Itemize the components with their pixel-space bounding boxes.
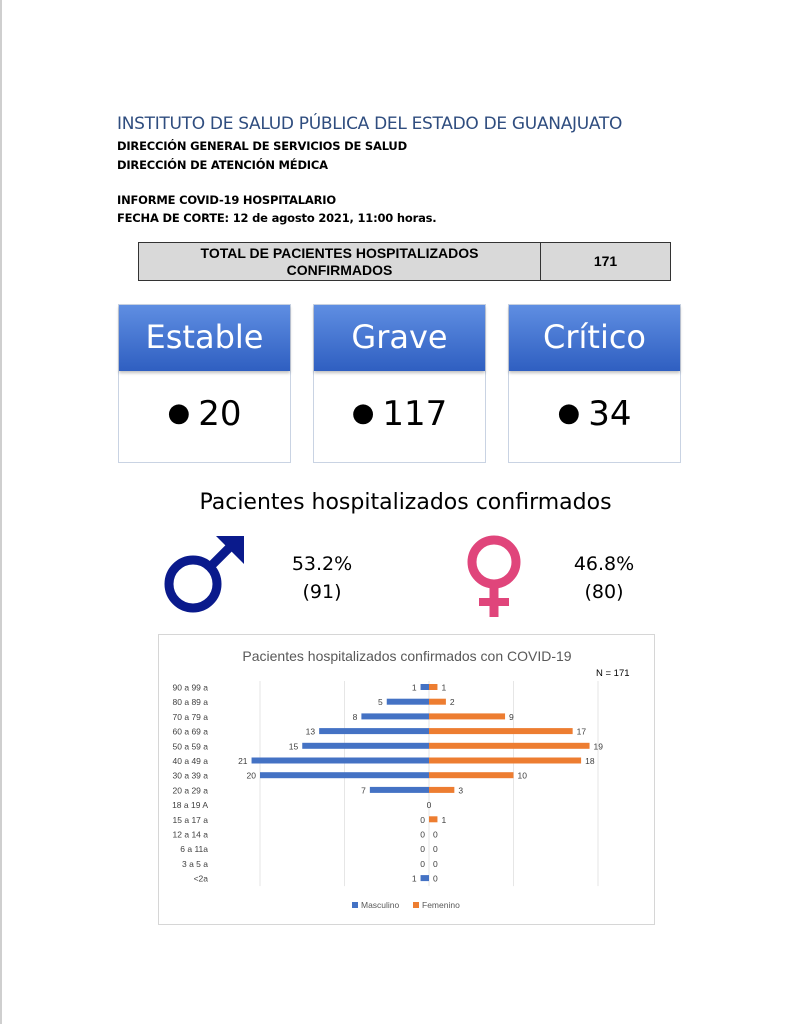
label-femenino: 18: [585, 756, 595, 766]
total-patients-box: [138, 242, 671, 281]
male-symbol-icon: [160, 532, 250, 617]
age-pyramid-svg: [159, 635, 656, 926]
female-symbol-icon: [463, 533, 525, 619]
bullet-icon: ●: [167, 398, 191, 428]
card-estable-body: [119, 371, 290, 456]
label-zero: 0: [426, 800, 432, 811]
category-label: 60 a 69 a: [172, 726, 208, 737]
category-label: 70 a 79 a: [172, 711, 208, 722]
label-masculino: 0: [420, 814, 425, 825]
category-label: 15 a 17 a: [172, 814, 208, 825]
label-masculino: 15: [288, 741, 299, 752]
label-femenino: 19: [593, 741, 604, 752]
bar-masculino: [387, 699, 429, 705]
label-femenino: 0: [433, 858, 438, 869]
label-masculino: 7: [361, 785, 366, 796]
card-estable-value: 20: [198, 394, 242, 434]
female-stats: [566, 550, 642, 606]
bar-femenino: [429, 816, 437, 822]
card-critico-title: Crítico: [509, 305, 680, 371]
category-label: 90 a 99 a: [172, 682, 208, 693]
category-label: 6 a 11a: [180, 844, 208, 855]
label-femenino: 0: [433, 873, 438, 884]
card-critico-body: [509, 371, 680, 456]
bar-masculino: [260, 772, 429, 778]
bar-femenino: [429, 787, 454, 793]
label-femenino: 1: [441, 682, 447, 693]
report-title: INFORME COVID-19 HOSPITALARIO: [117, 193, 336, 207]
category-label: <2a: [193, 873, 208, 884]
total-label-line-1: TOTAL DE PACIENTES HOSPITALIZADOS: [200, 245, 479, 261]
total-patients-value: 171: [593, 253, 618, 269]
card-critico-value: 34: [588, 394, 632, 434]
label-femenino: 3: [458, 785, 464, 796]
bar-masculino: [370, 787, 429, 793]
label-masculino: 8: [352, 711, 358, 722]
bar-femenino: [429, 699, 446, 705]
gender-section-title: Pacientes hospitalizados confirmados: [199, 490, 612, 515]
card-grave-value: 117: [382, 394, 448, 434]
header-line-2: DIRECCIÓN DE ATENCIÓN MÉDICA: [117, 158, 328, 172]
bar-femenino: [429, 713, 505, 719]
bar-masculino: [421, 875, 429, 881]
card-estable: [118, 304, 291, 463]
label-masculino: 13: [305, 726, 316, 737]
label-femenino: 10: [517, 770, 527, 781]
label-femenino: 17: [576, 726, 587, 737]
category-label: 20 a 29 a: [172, 785, 208, 796]
legend-swatch-femenino: [413, 902, 419, 908]
female-count: (80): [584, 581, 624, 603]
chart-title: Pacientes hospitalizados confirmados con COVID-19: [242, 648, 572, 664]
card-estable-title: Estable: [119, 305, 290, 371]
label-masculino: 0: [420, 858, 425, 869]
label-femenino: 0: [433, 844, 438, 855]
total-patients-label: [139, 243, 541, 280]
female-percent: 46.8%: [573, 553, 635, 575]
label-masculino: 1: [411, 873, 417, 884]
category-label: 30 a 39 a: [172, 770, 208, 781]
institute-title: INSTITUTO DE SALUD PÚBLICA DEL ESTADO DE GUANAJUATO: [117, 114, 623, 134]
label-femenino: 9: [509, 711, 514, 722]
bullet-icon: ●: [557, 398, 581, 428]
header-line-1: DIRECCIÓN GENERAL DE SERVICIOS DE SALUD: [117, 139, 407, 153]
label-masculino: 21: [238, 756, 248, 766]
legend-label-masculino: Masculino: [361, 900, 400, 910]
label-femenino: 1: [441, 814, 447, 825]
category-label: 50 a 59 a: [172, 741, 208, 752]
bar-masculino: [361, 713, 429, 719]
category-label: 3 a 5 a: [182, 858, 208, 869]
category-label: 40 a 49 a: [172, 756, 208, 766]
bar-masculino: [421, 684, 429, 690]
male-stats: [284, 550, 360, 606]
bar-femenino: [429, 743, 590, 749]
bar-masculino: [319, 728, 429, 734]
bar-femenino: [429, 728, 573, 734]
male-percent: 53.2%: [291, 553, 353, 575]
bar-femenino: [429, 772, 514, 778]
card-grave: [313, 304, 486, 463]
cutoff-date: FECHA DE CORTE: 12 de agosto 2021, 11:00 horas.: [117, 211, 437, 225]
category-label: 18 a 19 A: [172, 800, 208, 811]
card-critico: [508, 304, 681, 463]
label-femenino: 2: [449, 697, 455, 708]
bar-femenino: [429, 758, 581, 764]
male-count: (91): [302, 581, 342, 603]
age-pyramid-chart: [158, 634, 655, 925]
card-grave-body: [314, 371, 485, 456]
label-masculino: 1: [411, 682, 417, 693]
bullet-icon: ●: [351, 398, 375, 428]
legend-label-femenino: Femenino: [422, 900, 460, 910]
label-masculino: 20: [246, 770, 256, 781]
label-masculino: 0: [420, 844, 425, 855]
bar-masculino: [252, 758, 429, 764]
chart-note: N = 171: [596, 668, 630, 679]
total-label-line-2: CONFIRMADOS: [286, 262, 393, 278]
category-label: 80 a 89 a: [172, 697, 208, 708]
legend-swatch-masculino: [352, 902, 358, 908]
bar-femenino: [429, 684, 437, 690]
label-masculino: 5: [378, 697, 383, 708]
label-masculino: 0: [420, 829, 425, 840]
label-femenino: 0: [433, 829, 438, 840]
bar-masculino: [302, 743, 429, 749]
category-label: 12 a 14 a: [172, 829, 208, 840]
card-grave-title: Grave: [314, 305, 485, 371]
